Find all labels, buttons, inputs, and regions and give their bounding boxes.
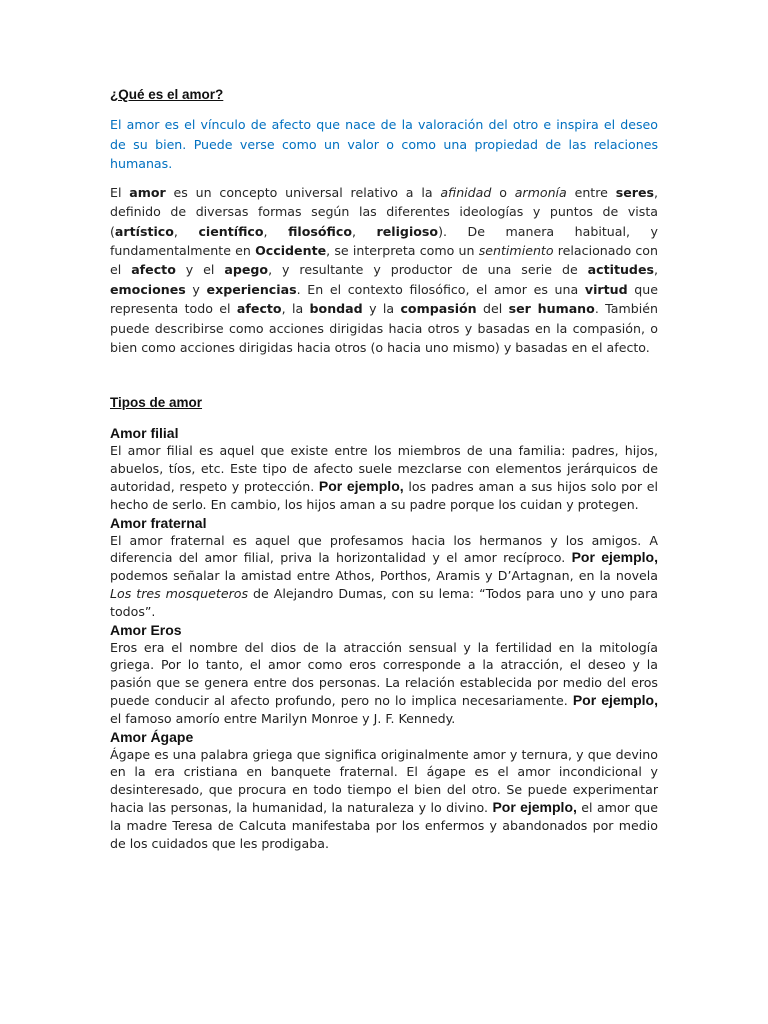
section-body-filial: El amor filial es aquel que existe entre los miembros de una familia: padres, hijos, abuelos, tíos, etc. Este tipo de afecto suele mezclarse con elementos jerárquicos de autoridad, respeto y protección. Por ejemplo, los padres aman a sus hijos solo por el hecho de serlo. En cambio, los hijos aman a su padre porque los cuidan y protegen. xyxy=(110,443,659,512)
section-eros xyxy=(110,621,658,728)
section-body-agape: Ágape es una palabra griega que significa originalmente amor y ternura, y que devino en la era cristiana en banquete fraternal. El ágape es el amor incondicional y desinteresado, que procura en todo tiempo el bien del otro. Se puede experimentar hacia las personas, la humanidad, la naturaleza y lo divino. Por ejemplo, el amor que la madre Teresa de Calcuta manifestaba por los enfermos y abandonados por medio de los cuidados que les prodigaba. xyxy=(110,746,658,851)
intro-paragraph: El amor es un concepto universal relativo a la afinidad o armonía entre seres, definido de diversas formas según las diferentes ideologías y puntos de vista (artístico, científico, filosófico, religioso). De manera habitual, y fundamentalmente en Occidente, se interpreta como un sentimiento relacionado con el afecto y el apego, y resultante y productor de una serie de actitudes, emociones y experiencias. En el contexto filosófico, el amor es una virtud que representa todo el afecto, la bondad y la compasión del ser humano. También puede describirse como acciones dirigidas hacia otros y basadas en la compasión, o bien como acciones dirigidas hacia otros (o hacia uno mismo) y basadas en el afecto. xyxy=(110,184,659,356)
lead-paragraph: El amor es el vínculo de afecto que nace de la valoración del otro e inspira el deseo de su bien. Puede verse como un valor o como una propiedad de las relaciones humanas. xyxy=(110,117,658,172)
section-fraternal xyxy=(110,514,658,621)
section-agape xyxy=(110,728,658,853)
section-filial xyxy=(110,424,658,513)
tipos-heading: Tipos de amor xyxy=(110,395,203,411)
section-title-agape: Amor Ágape xyxy=(110,728,194,745)
section-body-eros: Eros era el nombre del dios de la atracción sensual y la fertilidad en la mitología griega. Por lo tanto, el amor como eros corresponde a la atracción, el deseo y la pasión que se genera entre dos personas. La relación establecida por medio del eros puede conducir al afecto profundo, pero no lo implica necesariamente. Por ejemplo, el famoso amorío entre Marilyn Monroe y J. F. Kennedy. xyxy=(110,639,659,726)
section-title-fraternal: Amor fraternal xyxy=(110,514,207,531)
section-body-fraternal: El amor fraternal es aquel que profesamos hacia los hermanos y los amigos. A diferencia del amor filial, priva la horizontalidad y el amor recíproco. Por ejemplo, podemos señalar la amistad entre Athos, Porthos, Aramis y D’Artagnan, en la novela Los tres mosqueteros de Alejandro Dumas, con su lema: “Todos para uno y uno para todos”. xyxy=(110,532,658,619)
page-title: ¿Qué es el amor? xyxy=(110,87,224,102)
section-title-filial: Amor filial xyxy=(110,425,179,442)
section-title-eros: Amor Eros xyxy=(110,621,182,638)
